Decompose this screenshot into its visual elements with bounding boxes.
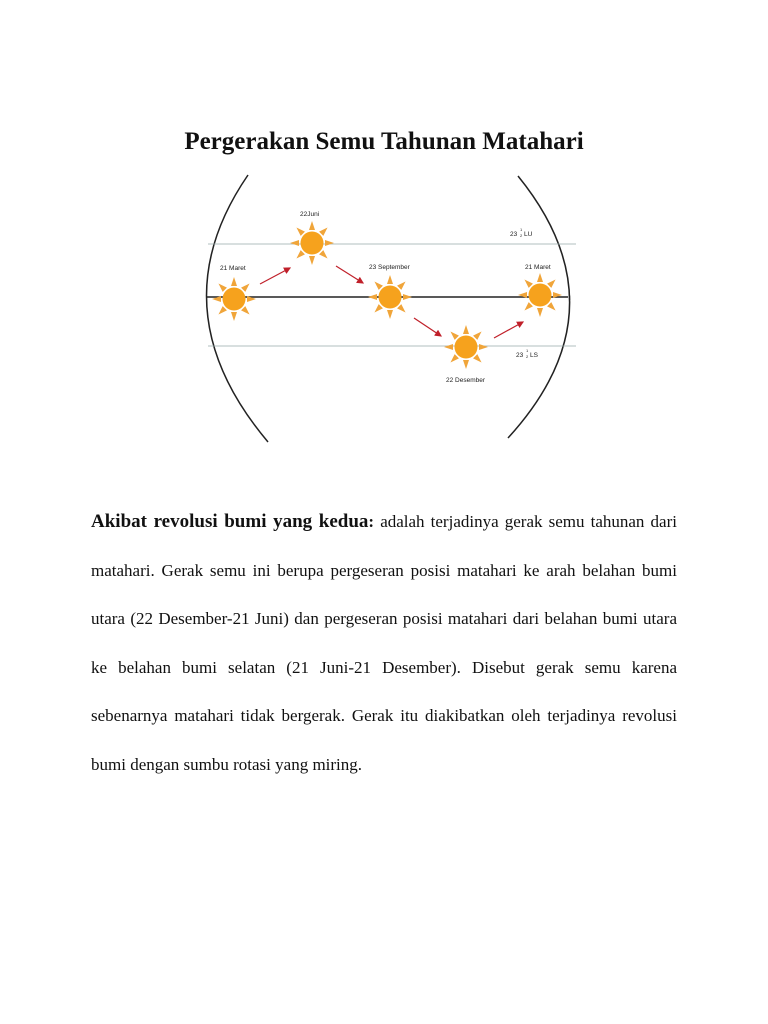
label-september: 23 September (369, 264, 410, 271)
globe-right-arc (508, 176, 570, 438)
sun-icon-september (368, 275, 412, 319)
arrow-march-to-june (260, 268, 290, 284)
arrow-september-to-december (414, 318, 441, 336)
north-latitude-number: 23 (510, 231, 518, 238)
south-latitude-unit: LS (530, 352, 538, 359)
arrow-december-to-march (494, 322, 523, 338)
lead-phrase: Akibat revolusi bumi yang kedua (91, 511, 369, 532)
lead-colon: : (368, 512, 375, 531)
body-paragraph (91, 498, 677, 789)
sun-icon-march-right (518, 273, 562, 317)
south-latitude-frac-num: 1 (526, 348, 529, 353)
label-june: 22Juni (300, 211, 320, 218)
label-december: 22 Desember (446, 377, 486, 384)
label-march-right: 21 Maret (525, 264, 551, 271)
north-latitude-frac-den: 2 (520, 233, 523, 238)
south-latitude-number: 23 (516, 352, 524, 359)
equator-end-mark: I (569, 295, 571, 302)
paragraph-text: adalah terjadinya gerak semu tahunan dari matahari. Gerak semu ini berupa pergeseran posisi matahari ke arah belahan bumi utara (22 Desember-21 Juni) dan pergeseran posisi matahari dari belahan bumi utara ke belahan bumi selatan (21 Juni-21 Desember). Disebut gerak semu karena sebenarnya matahari tidak bergerak. Gerak itu diakibatkan oleh terjadinya revolusi bumi dengan sumbu rotasi yang miring. (91, 512, 677, 774)
south-latitude-frac-den: 2 (526, 354, 529, 359)
north-latitude-unit: LU (524, 231, 533, 238)
sun-motion-diagram (196, 170, 584, 448)
arrow-june-to-september (336, 266, 363, 283)
page-title: Pergerakan Semu Tahunan Matahari (184, 128, 584, 155)
sun-icon-march-left (212, 277, 256, 321)
sun-icon-december (444, 325, 488, 369)
north-latitude-frac-num: 1 (520, 227, 523, 232)
label-march-left: 21 Maret (220, 265, 246, 272)
sun-icon-june (290, 221, 334, 265)
